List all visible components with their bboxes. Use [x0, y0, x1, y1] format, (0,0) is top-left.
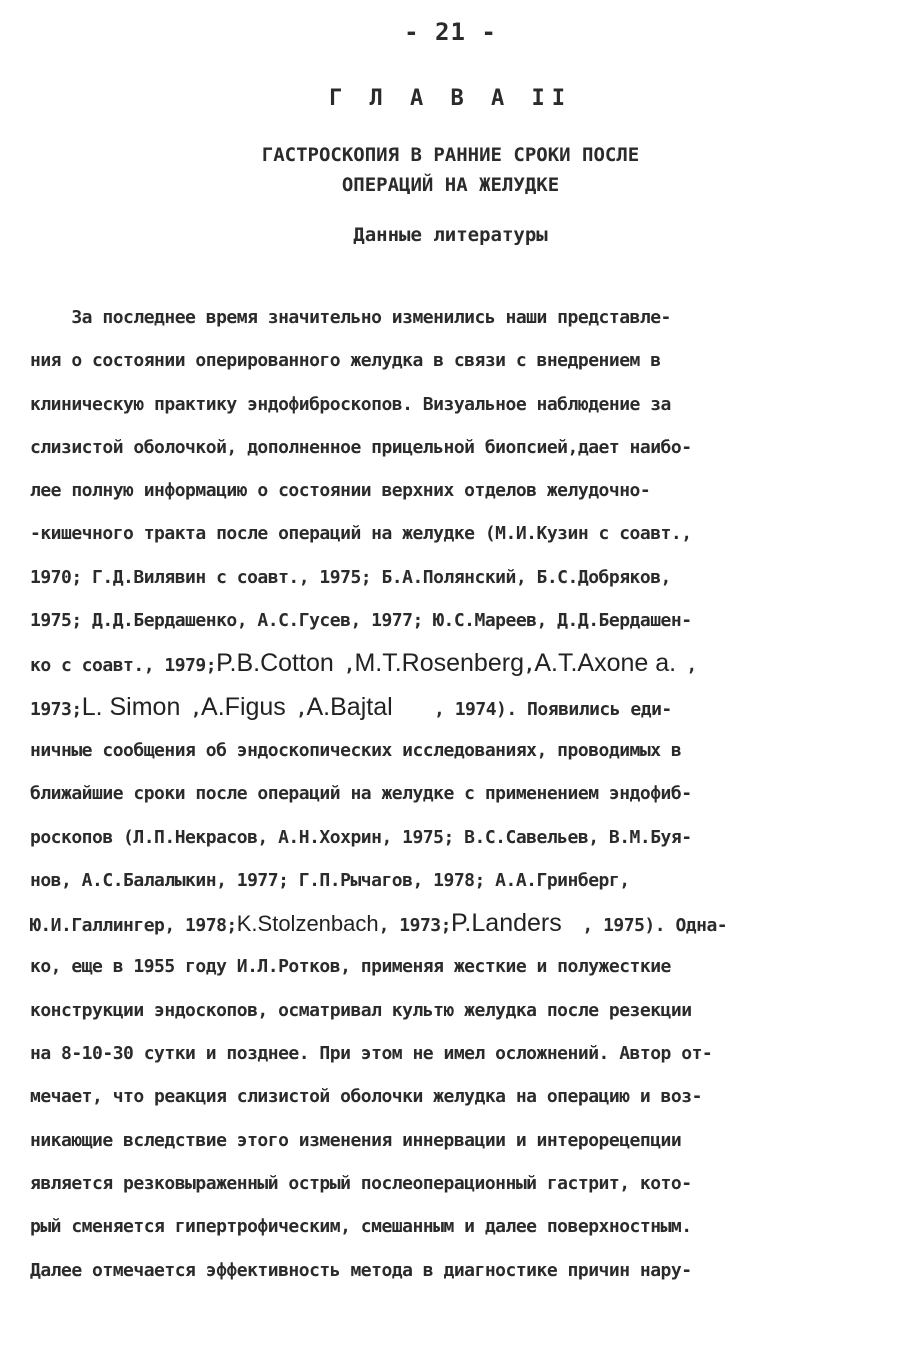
- text-segment: ,: [285, 698, 307, 720]
- text-line: [30, 686, 875, 729]
- text-line: ближайшие сроки после операций на желудке с применением эндофиб-: [30, 783, 692, 805]
- text-line: [30, 642, 875, 685]
- text-line: конструкции эндоскопов, осматривал культю желудка после резекции: [30, 999, 692, 1021]
- chapter-title-line-1: ГАСТРОСКОПИЯ В РАННИЕ СРОКИ ПОСЛЕ: [261, 144, 640, 166]
- text-line: -кишечного тракта после операций на желудке (М.И.Кузин с соавт.,: [30, 523, 692, 545]
- section-title: Данные литературы: [353, 224, 548, 246]
- text-segment: 1973;: [30, 698, 82, 720]
- text-line: является резковыраженный острый послеоперационный гастрит, кото-: [30, 1172, 692, 1194]
- handwritten-citation: A.T.Axone a.: [534, 649, 677, 678]
- text-segment: ко с соавт., 1979;: [30, 655, 217, 677]
- text-line: За последнее время значительно изменились наши представле-: [30, 307, 671, 328]
- handwritten-citation: M.T.Rosenberg: [354, 649, 524, 678]
- text-line: нов, А.С.Балалыкин, 1977; Г.П.Рычагов, 1978; А.А.Гринберг,: [30, 869, 630, 891]
- text-line: рый сменяется гипертрофическим, смешанным и далее поверхностным.: [30, 1216, 692, 1238]
- text-line: слизистой оболочкой, дополненное прицельной биопсией,дает наибо-: [30, 436, 692, 458]
- text-line: мечает, что реакция слизистой оболочки желудка на операцию и воз-: [30, 1086, 702, 1108]
- handwritten-citation: A.Bajtal: [306, 692, 393, 721]
- text-line: [30, 902, 875, 945]
- text-segment: ,: [180, 698, 202, 720]
- text-line: клиническую практику эндофиброскопов. Визуальное наблюдение за: [30, 393, 671, 415]
- text-line: ния о состоянии оперированного желудка в связи с внедрением в: [30, 350, 661, 372]
- text-line: лее полную информацию о состоянии верхних отделов желудочно-: [30, 480, 651, 502]
- text-segment: ,: [676, 655, 697, 677]
- text-line: 1975; Д.Д.Бердашенко, А.С.Гусев, 1977; Ю.С.Мареев, Д.Д.Бердашен-: [30, 610, 692, 632]
- handwritten-citation: P.Landers: [450, 909, 562, 938]
- text-line: на 8-10-30 сутки и позднее. При этом не имел осложнений. Автор от-: [30, 1043, 713, 1065]
- text-segment: , 1973;: [378, 915, 451, 937]
- page-number: - 21 -: [404, 18, 497, 46]
- chapter-title: [0, 140, 901, 200]
- handwritten-citation: L. Simon: [81, 692, 181, 721]
- chapter-heading: Г Л А В А II: [329, 86, 572, 111]
- chapter-title-line-2: ОПЕРАЦИЙ НА ЖЕЛУДКЕ: [341, 174, 560, 196]
- text-line: роскопов (Л.П.Некрасов, А.Н.Хохрин, 1975; В.С.Савельев, В.М.Буя-: [30, 826, 692, 848]
- text-line: Далее отмечается эффективность метода в диагностике причин нару-: [30, 1259, 692, 1281]
- text-segment: Ю.И.Галлингер, 1978;: [30, 915, 237, 937]
- handwritten-citation: A.Figus: [201, 692, 286, 721]
- text-segment: ,: [523, 655, 535, 677]
- handwritten-citation: P.B.Cotton: [216, 649, 334, 678]
- text-line: никающие вследствие этого изменения иннервации и интерорецепции: [30, 1129, 682, 1151]
- text-segment: , 1974). Появились еди-: [392, 698, 672, 720]
- text-segment: ,: [333, 655, 355, 677]
- text-line: ничные сообщения об эндоскопических исследованиях, проводимых в: [30, 739, 682, 761]
- text-segment: , 1975). Одна-: [561, 915, 728, 937]
- text-line: 1970; Г.Д.Вилявин с соавт., 1975; Б.А.Полянский, Б.С.Добряков,: [30, 566, 671, 588]
- body-paragraph: [30, 296, 875, 1292]
- handwritten-citation: K.Stolzenbach: [236, 911, 379, 937]
- text-line: ко, еще в 1955 году И.Л.Ротков, применяя жесткие и полужесткие: [30, 956, 671, 978]
